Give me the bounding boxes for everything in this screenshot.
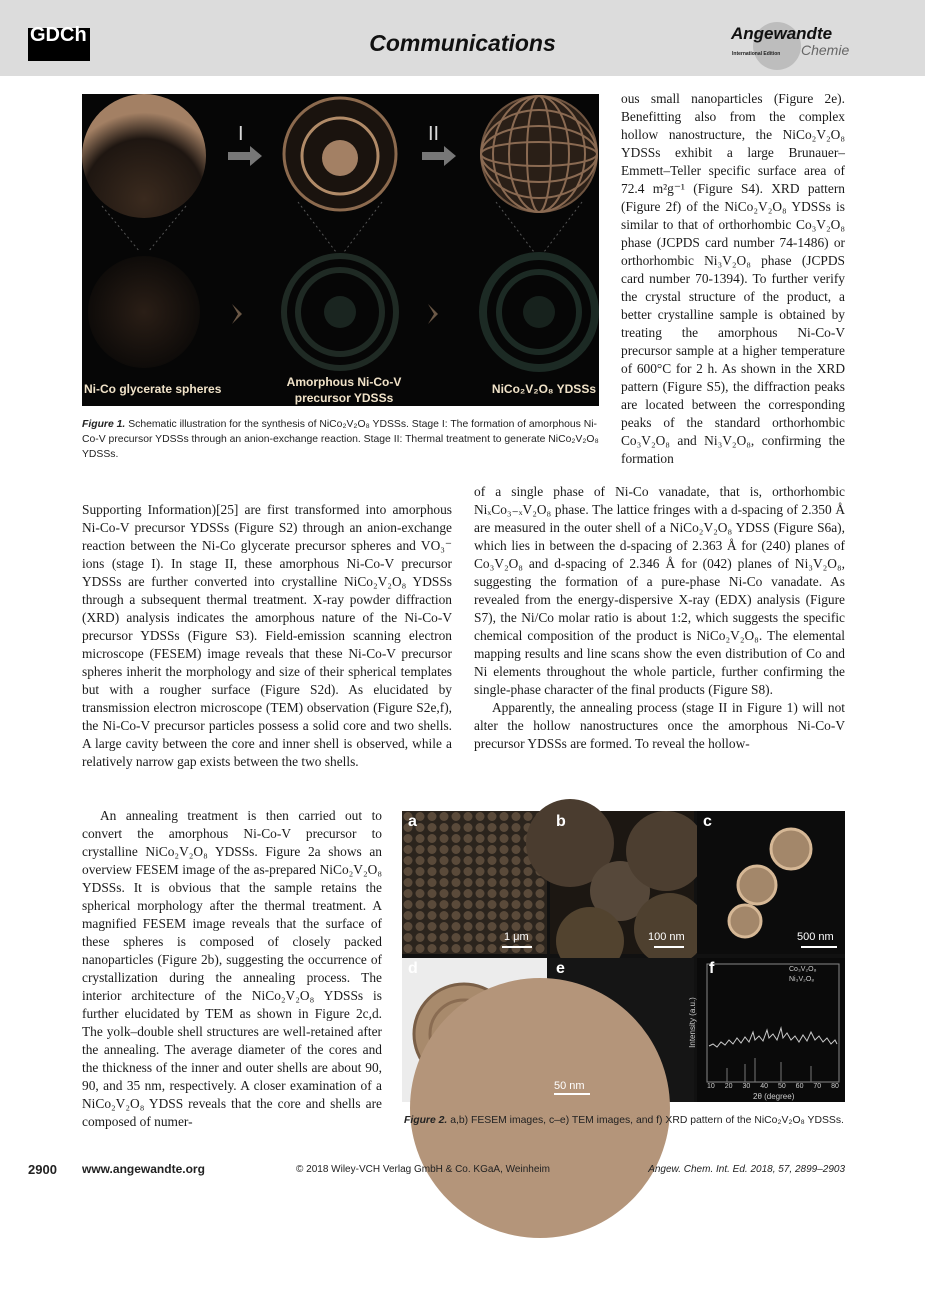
scale-bar-a: 1 μm — [504, 931, 529, 943]
text-right-top — [621, 90, 845, 468]
figure-2-caption-label: Figure 2. — [404, 1115, 448, 1126]
page-header — [0, 0, 925, 76]
xrd-tick: 40 — [760, 1083, 768, 1090]
panel-b — [550, 811, 694, 954]
paragraph: Apparently, the annealing process (stage II in Figure 1) will not alter the hollow nanostructures once the amorphous Ni-Co-V precursor YDSSs are formed. To reveal the hollow- — [474, 700, 845, 751]
legend-ni3v2o8: Ni₃V₂O₈ — [789, 976, 815, 983]
citation: Angew. Chem. Int. Ed. 2018, 57, 2899–2903 — [648, 1164, 845, 1175]
figure-2 — [402, 811, 845, 1102]
scale-bar-c: 500 nm — [797, 931, 834, 943]
chevron-right-icon — [428, 304, 438, 324]
label-glycerate: Ni-Co glycerate spheres — [84, 382, 222, 396]
arrow-right-icon — [422, 146, 456, 166]
section-title: Communications — [369, 30, 556, 56]
figure-1-caption-label: Figure 1. — [82, 419, 126, 430]
paragraph: An annealing treatment is then carried out to convert the amorphous Ni-Co-V precursor to crystalline NiCo₂V₂O₈ YDSSs. Figure 2a shows an overview FESEM image of the as-prepared NiCo₂V₂O₈ YDSSs. It is obvious that the sample retains the spherical morphology after the thermal treatment. A magnified FESEM image reveals that the surface of these spheres is composed of closely packed nanoparticles (Figure 2b), suggesting the occurrence of crystallization during the annealing process. The interior architecture of the NiCo₂V₂O₈ YDSSs is further elucidated by TEM as shown in Figure 2c,d. The yolk–double shell structures are well-retained after the annealing. The average diameter of the cores and the thickness of the inner and outer shells are about 90, 90, and 35 nm, respectively. A closer examination of a NiCo₂V₂O₈ YDSS reveals that the core and shells are composed of numer- — [82, 808, 382, 1129]
copyright: © 2018 Wiley-VCH Verlag GmbH & Co. KGaA, Weinheim — [296, 1164, 550, 1175]
text-left-lower — [82, 807, 382, 1131]
xrd-x-axis-label: 2θ (degree) — [753, 1092, 795, 1101]
stage-2-label: II — [428, 123, 440, 145]
panel-f-xrd — [687, 958, 845, 1102]
panel-a — [402, 811, 547, 954]
paragraph: ous small nanoparticles (Figure 2e). Benefitting also from the complex hollow nanostructure, the NiCo₂V₂O₈ YDSSs exhibit a large Brunauer–Emmett–Teller specific surface area of 72.4 m²g⁻¹ (Figure S4). XRD pattern (Figure 2f) of the NiCo₂V₂O₈ YDSSs is similar to that of orthorhombic Co₃V₂O₈ phase (JCPDS card number 74-1486) or orthorhombic Ni₃V₂O₈ phase (JCPDS card number 70-1394). To further verify the crystal structure of the product, a better crystalline sample is obtained by treating the amorphous Ni-Co-V precursor sample at a higher temperature of 600°C for 2 h. As shown in the XRD pattern (Figure S5), the diffraction peaks are located between the corresponding peaks of the standard orthorhombic Co₃V₂O₈ and Ni₃V₂O₈, confirming the formation — [621, 91, 845, 466]
xrd-tick: 60 — [795, 1083, 804, 1090]
xrd-tick: 30 — [742, 1083, 751, 1090]
glycerate-section — [88, 256, 200, 368]
journal-brand — [731, 22, 851, 70]
gdch-logo: GDCh — [28, 28, 90, 61]
label-precursor-2: precursor YDSSs — [294, 391, 394, 405]
text-right-middle — [474, 483, 845, 753]
precursor-section — [284, 256, 396, 368]
arrow-right-icon — [228, 146, 262, 166]
figure-1-caption-text: Schematic illustration for the synthesis of NiCo₂V₂O₈ YDSSs. Stage I: The formation of amorphous Ni-Co-V precursor YDSSs through an anion-exchange reaction. Stage II: Thermal treatment to generate NiCo₂V₂O₈ YDSSs. — [82, 419, 599, 460]
brand-sub: Chemie — [801, 42, 850, 58]
scale-bar-e: 50 nm — [554, 1080, 585, 1092]
panel-e — [550, 958, 694, 1102]
panel-d-label: d — [408, 960, 418, 977]
scale-bar-b: 100 nm — [648, 931, 685, 943]
figure-2-caption-text: a,b) FESEM images, c–e) TEM images, and f) XRD pattern of the NiCo₂V₂O₈ YDSSs. — [450, 1115, 844, 1126]
panel-c-label: c — [703, 813, 712, 830]
panel-c — [697, 811, 845, 954]
brand-edition: International Edition — [732, 51, 781, 57]
panel-e-label: e — [556, 960, 565, 977]
figure-2-caption — [404, 1113, 845, 1128]
chevron-right-icon — [232, 304, 242, 324]
panel-f-label: f — [709, 960, 715, 977]
xrd-tick: 70 — [813, 1083, 822, 1090]
figure-1-caption — [82, 417, 599, 462]
xrd-tick: 20 — [724, 1083, 733, 1090]
label-vanadate: NiCo₂V₂O₈ YDSSs — [491, 382, 596, 396]
xrd-x-ticks — [707, 1083, 839, 1090]
vanadate-section — [483, 256, 595, 368]
stage-1-label: I — [238, 123, 244, 145]
xrd-tick: 10 — [707, 1083, 715, 1090]
page-footer — [0, 1162, 925, 1182]
xrd-y-axis-label: Intensity (a.u.) — [687, 997, 697, 1048]
glycerate-sphere — [82, 94, 206, 218]
paragraph: Supporting Information)[25] are first transformed into amorphous Ni-Co-V precursor YDSSs (Figure S2) through an anion-exchange reaction between the Ni-Co glycerate precursor spheres and VO₃⁻ ions (stage I). In stage II, these amorphous Ni-Co-V precursor YDSSs are further converted into crystalline NiCo₂V₂O₈ YDSSs through a subsequent thermal treatment. X-ray powder diffraction (XRD) analysis indicates the amorphous nature of the Ni-Co-V precursor YDSSs (Figure S3). Field-emission scanning electron microscope (FESEM) image reveals that these Ni-Co-V precursor spheres inherit the morphology and size of their spherical templates but with a rougher surface (Figure S2d). As elucidated by transmission electron microscope (TEM) observation (Figure S2e,f), the Ni-Co-V precursor particles possess a solid core and two shells. A large cavity between the core and inner shell is observed, while a relatively narrow gap exists between the two shells. — [82, 502, 452, 769]
page-number: 2900 — [28, 1162, 57, 1177]
text-left-column — [82, 501, 452, 771]
vanadate-sphere — [481, 96, 597, 212]
paragraph: of a single phase of Ni-Co vanadate, that is, orthorhombic NiₓCo₃₋ₓV₂O₈ phase. The lattice fringes with a d-spacing of 2.350 Å are measured in the outer shell of a NiCo₂V₂O₈ YDSS (Figure S6a), which lies in between the d-spacing of 2.363 Å for (240) planes of Co₃V₂O₈ and d-spacing of 2.346 Å for (042) planes of Ni₃V₂O₈, suggesting the formation of a pure-phase Ni-Co vanadate. As revealed from the energy-dispersive X-ray (EDX) analysis (Figure S7), the Ni/Co molar ratio is about 1:2, which suggests the specific chemical composition of the product is NiCo₂V₂O₈. The elemental mapping results and line scans show the even distribution of Co and Ni elements throughout the whole particle, further confirming the single-phase character of the final products (Figure S8). — [474, 484, 845, 697]
label-precursor-1: Amorphous Ni-Co-V — [286, 375, 402, 389]
xrd-tick: 50 — [777, 1083, 786, 1090]
xrd-tick: 80 — [831, 1083, 839, 1090]
legend-co3v2o8: Co₃V₂O₈ — [789, 966, 817, 973]
brand-name: Angewandte — [731, 24, 833, 43]
panel-a-label: a — [408, 813, 417, 830]
figure-1 — [82, 94, 599, 406]
website-link[interactable]: www.angewandte.org — [82, 1162, 205, 1176]
panel-b-label: b — [556, 813, 566, 830]
figure-1-schematic — [82, 94, 599, 406]
